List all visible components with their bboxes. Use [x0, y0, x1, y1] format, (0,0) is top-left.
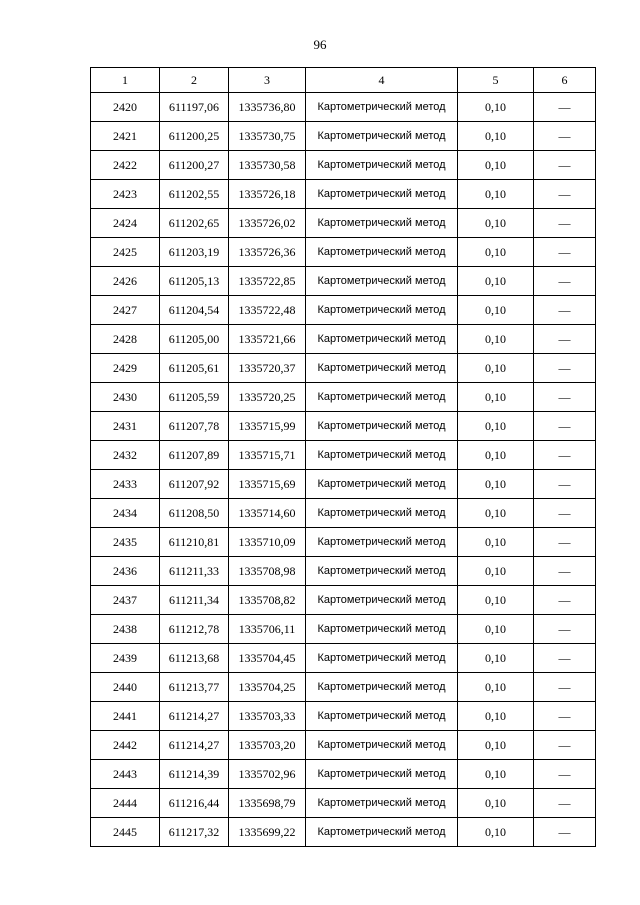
table-row	[91, 296, 596, 325]
cell-x-coordinate: 611205,59	[160, 383, 229, 412]
cell-method: Картометрический метод	[306, 151, 458, 180]
cell-method: Картометрический метод	[306, 499, 458, 528]
table-row	[91, 122, 596, 151]
cell-x-coordinate: 611197,06	[160, 93, 229, 122]
cell-point-number: 2421	[91, 122, 160, 151]
cell-point-number: 2423	[91, 180, 160, 209]
cell-note: —	[534, 557, 596, 586]
cell-accuracy: 0,10	[458, 383, 534, 412]
cell-y-coordinate: 1335736,80	[229, 93, 306, 122]
cell-note: —	[534, 296, 596, 325]
cell-note: —	[534, 760, 596, 789]
cell-x-coordinate: 611207,92	[160, 470, 229, 499]
cell-point-number: 2426	[91, 267, 160, 296]
cell-note: —	[534, 470, 596, 499]
cell-note: —	[534, 818, 596, 847]
cell-x-coordinate: 611207,89	[160, 441, 229, 470]
cell-point-number: 2428	[91, 325, 160, 354]
table-row	[91, 528, 596, 557]
cell-accuracy: 0,10	[458, 470, 534, 499]
cell-note: —	[534, 586, 596, 615]
cell-method: Картометрический метод	[306, 702, 458, 731]
cell-point-number: 2420	[91, 93, 160, 122]
cell-method: Картометрический метод	[306, 325, 458, 354]
table-row	[91, 702, 596, 731]
column-header-4: 4	[306, 68, 458, 93]
table-row	[91, 180, 596, 209]
cell-point-number: 2437	[91, 586, 160, 615]
cell-method: Картометрический метод	[306, 180, 458, 209]
cell-method: Картометрический метод	[306, 296, 458, 325]
table-row	[91, 325, 596, 354]
table-row	[91, 586, 596, 615]
cell-method: Картометрический метод	[306, 615, 458, 644]
cell-x-coordinate: 611200,25	[160, 122, 229, 151]
cell-note: —	[534, 122, 596, 151]
cell-y-coordinate: 1335726,36	[229, 238, 306, 267]
table-row	[91, 441, 596, 470]
cell-x-coordinate: 611205,00	[160, 325, 229, 354]
table-row	[91, 412, 596, 441]
cell-method: Картометрический метод	[306, 644, 458, 673]
cell-y-coordinate: 1335702,96	[229, 760, 306, 789]
cell-note: —	[534, 644, 596, 673]
cell-x-coordinate: 611213,68	[160, 644, 229, 673]
cell-y-coordinate: 1335699,22	[229, 818, 306, 847]
cell-note: —	[534, 412, 596, 441]
table-row	[91, 499, 596, 528]
cell-x-coordinate: 611211,34	[160, 586, 229, 615]
coordinates-table	[90, 67, 596, 847]
cell-y-coordinate: 1335714,60	[229, 499, 306, 528]
cell-method: Картометрический метод	[306, 818, 458, 847]
table-row	[91, 789, 596, 818]
cell-accuracy: 0,10	[458, 789, 534, 818]
cell-x-coordinate: 611214,27	[160, 702, 229, 731]
cell-note: —	[534, 93, 596, 122]
cell-y-coordinate: 1335708,82	[229, 586, 306, 615]
cell-note: —	[534, 731, 596, 760]
cell-note: —	[534, 238, 596, 267]
cell-method: Картометрический метод	[306, 760, 458, 789]
cell-accuracy: 0,10	[458, 731, 534, 760]
table-body	[91, 93, 596, 847]
cell-x-coordinate: 611211,33	[160, 557, 229, 586]
cell-note: —	[534, 441, 596, 470]
cell-accuracy: 0,10	[458, 180, 534, 209]
table-row	[91, 644, 596, 673]
cell-y-coordinate: 1335704,45	[229, 644, 306, 673]
table-row	[91, 238, 596, 267]
cell-y-coordinate: 1335722,85	[229, 267, 306, 296]
table-row	[91, 383, 596, 412]
cell-accuracy: 0,10	[458, 702, 534, 731]
cell-y-coordinate: 1335715,71	[229, 441, 306, 470]
cell-point-number: 2433	[91, 470, 160, 499]
cell-point-number: 2425	[91, 238, 160, 267]
cell-point-number: 2432	[91, 441, 160, 470]
cell-y-coordinate: 1335720,37	[229, 354, 306, 383]
cell-y-coordinate: 1335722,48	[229, 296, 306, 325]
table-header	[91, 68, 596, 93]
table-row	[91, 209, 596, 238]
cell-accuracy: 0,10	[458, 209, 534, 238]
cell-x-coordinate: 611200,27	[160, 151, 229, 180]
cell-method: Картометрический метод	[306, 528, 458, 557]
cell-method: Картометрический метод	[306, 354, 458, 383]
cell-x-coordinate: 611217,32	[160, 818, 229, 847]
cell-method: Картометрический метод	[306, 731, 458, 760]
cell-y-coordinate: 1335703,20	[229, 731, 306, 760]
cell-y-coordinate: 1335721,66	[229, 325, 306, 354]
cell-method: Картометрический метод	[306, 441, 458, 470]
cell-point-number: 2443	[91, 760, 160, 789]
table-row	[91, 354, 596, 383]
cell-y-coordinate: 1335720,25	[229, 383, 306, 412]
cell-point-number: 2436	[91, 557, 160, 586]
table-row	[91, 93, 596, 122]
cell-point-number: 2445	[91, 818, 160, 847]
cell-accuracy: 0,10	[458, 238, 534, 267]
cell-method: Картометрический метод	[306, 557, 458, 586]
cell-y-coordinate: 1335706,11	[229, 615, 306, 644]
cell-point-number: 2439	[91, 644, 160, 673]
cell-y-coordinate: 1335715,69	[229, 470, 306, 499]
column-header-3: 3	[229, 68, 306, 93]
cell-accuracy: 0,10	[458, 615, 534, 644]
cell-note: —	[534, 528, 596, 557]
cell-note: —	[534, 151, 596, 180]
cell-method: Картометрический метод	[306, 122, 458, 151]
cell-accuracy: 0,10	[458, 557, 534, 586]
cell-note: —	[534, 789, 596, 818]
cell-y-coordinate: 1335710,09	[229, 528, 306, 557]
page-number: 96	[313, 37, 327, 52]
cell-point-number: 2430	[91, 383, 160, 412]
cell-point-number: 2435	[91, 528, 160, 557]
cell-x-coordinate: 611214,39	[160, 760, 229, 789]
column-header-5: 5	[458, 68, 534, 93]
cell-method: Картометрический метод	[306, 238, 458, 267]
cell-note: —	[534, 267, 596, 296]
cell-x-coordinate: 611202,65	[160, 209, 229, 238]
cell-note: —	[534, 499, 596, 528]
cell-point-number: 2444	[91, 789, 160, 818]
cell-method: Картометрический метод	[306, 470, 458, 499]
cell-accuracy: 0,10	[458, 673, 534, 702]
cell-y-coordinate: 1335698,79	[229, 789, 306, 818]
cell-point-number: 2440	[91, 673, 160, 702]
cell-y-coordinate: 1335715,99	[229, 412, 306, 441]
column-header-1: 1	[91, 68, 160, 93]
cell-method: Картометрический метод	[306, 789, 458, 818]
cell-x-coordinate: 611205,61	[160, 354, 229, 383]
cell-y-coordinate: 1335704,25	[229, 673, 306, 702]
cell-accuracy: 0,10	[458, 760, 534, 789]
cell-note: —	[534, 383, 596, 412]
cell-accuracy: 0,10	[458, 412, 534, 441]
cell-y-coordinate: 1335726,18	[229, 180, 306, 209]
cell-x-coordinate: 611210,81	[160, 528, 229, 557]
cell-note: —	[534, 354, 596, 383]
cell-point-number: 2441	[91, 702, 160, 731]
cell-accuracy: 0,10	[458, 122, 534, 151]
cell-accuracy: 0,10	[458, 528, 534, 557]
cell-accuracy: 0,10	[458, 296, 534, 325]
cell-y-coordinate: 1335730,58	[229, 151, 306, 180]
cell-y-coordinate: 1335730,75	[229, 122, 306, 151]
cell-point-number: 2429	[91, 354, 160, 383]
cell-x-coordinate: 611212,78	[160, 615, 229, 644]
cell-accuracy: 0,10	[458, 151, 534, 180]
table-row	[91, 557, 596, 586]
table-row	[91, 267, 596, 296]
table-row	[91, 470, 596, 499]
cell-method: Картометрический метод	[306, 209, 458, 238]
cell-note: —	[534, 209, 596, 238]
column-header-2: 2	[160, 68, 229, 93]
table-row	[91, 818, 596, 847]
cell-point-number: 2427	[91, 296, 160, 325]
cell-accuracy: 0,10	[458, 267, 534, 296]
cell-y-coordinate: 1335726,02	[229, 209, 306, 238]
cell-point-number: 2442	[91, 731, 160, 760]
cell-method: Картометрический метод	[306, 673, 458, 702]
cell-method: Картометрический метод	[306, 383, 458, 412]
cell-x-coordinate: 611208,50	[160, 499, 229, 528]
cell-x-coordinate: 611213,77	[160, 673, 229, 702]
table-row	[91, 760, 596, 789]
cell-accuracy: 0,10	[458, 499, 534, 528]
cell-x-coordinate: 611205,13	[160, 267, 229, 296]
cell-point-number: 2438	[91, 615, 160, 644]
cell-x-coordinate: 611207,78	[160, 412, 229, 441]
cell-note: —	[534, 180, 596, 209]
cell-accuracy: 0,10	[458, 441, 534, 470]
cell-x-coordinate: 611216,44	[160, 789, 229, 818]
cell-point-number: 2431	[91, 412, 160, 441]
column-header-6: 6	[534, 68, 596, 93]
cell-y-coordinate: 1335703,33	[229, 702, 306, 731]
cell-point-number: 2424	[91, 209, 160, 238]
table-row	[91, 151, 596, 180]
cell-accuracy: 0,10	[458, 93, 534, 122]
cell-point-number: 2434	[91, 499, 160, 528]
cell-method: Картометрический метод	[306, 412, 458, 441]
cell-method: Картометрический метод	[306, 267, 458, 296]
table-row	[91, 731, 596, 760]
cell-accuracy: 0,10	[458, 818, 534, 847]
header-row	[91, 68, 596, 93]
table-row	[91, 615, 596, 644]
cell-accuracy: 0,10	[458, 325, 534, 354]
cell-x-coordinate: 611204,54	[160, 296, 229, 325]
cell-note: —	[534, 673, 596, 702]
cell-note: —	[534, 615, 596, 644]
cell-note: —	[534, 702, 596, 731]
cell-method: Картометрический метод	[306, 93, 458, 122]
cell-accuracy: 0,10	[458, 644, 534, 673]
cell-y-coordinate: 1335708,98	[229, 557, 306, 586]
cell-accuracy: 0,10	[458, 586, 534, 615]
cell-accuracy: 0,10	[458, 354, 534, 383]
cell-point-number: 2422	[91, 151, 160, 180]
cell-x-coordinate: 611214,27	[160, 731, 229, 760]
cell-x-coordinate: 611203,19	[160, 238, 229, 267]
table-row	[91, 673, 596, 702]
cell-method: Картометрический метод	[306, 586, 458, 615]
cell-note: —	[534, 325, 596, 354]
cell-x-coordinate: 611202,55	[160, 180, 229, 209]
